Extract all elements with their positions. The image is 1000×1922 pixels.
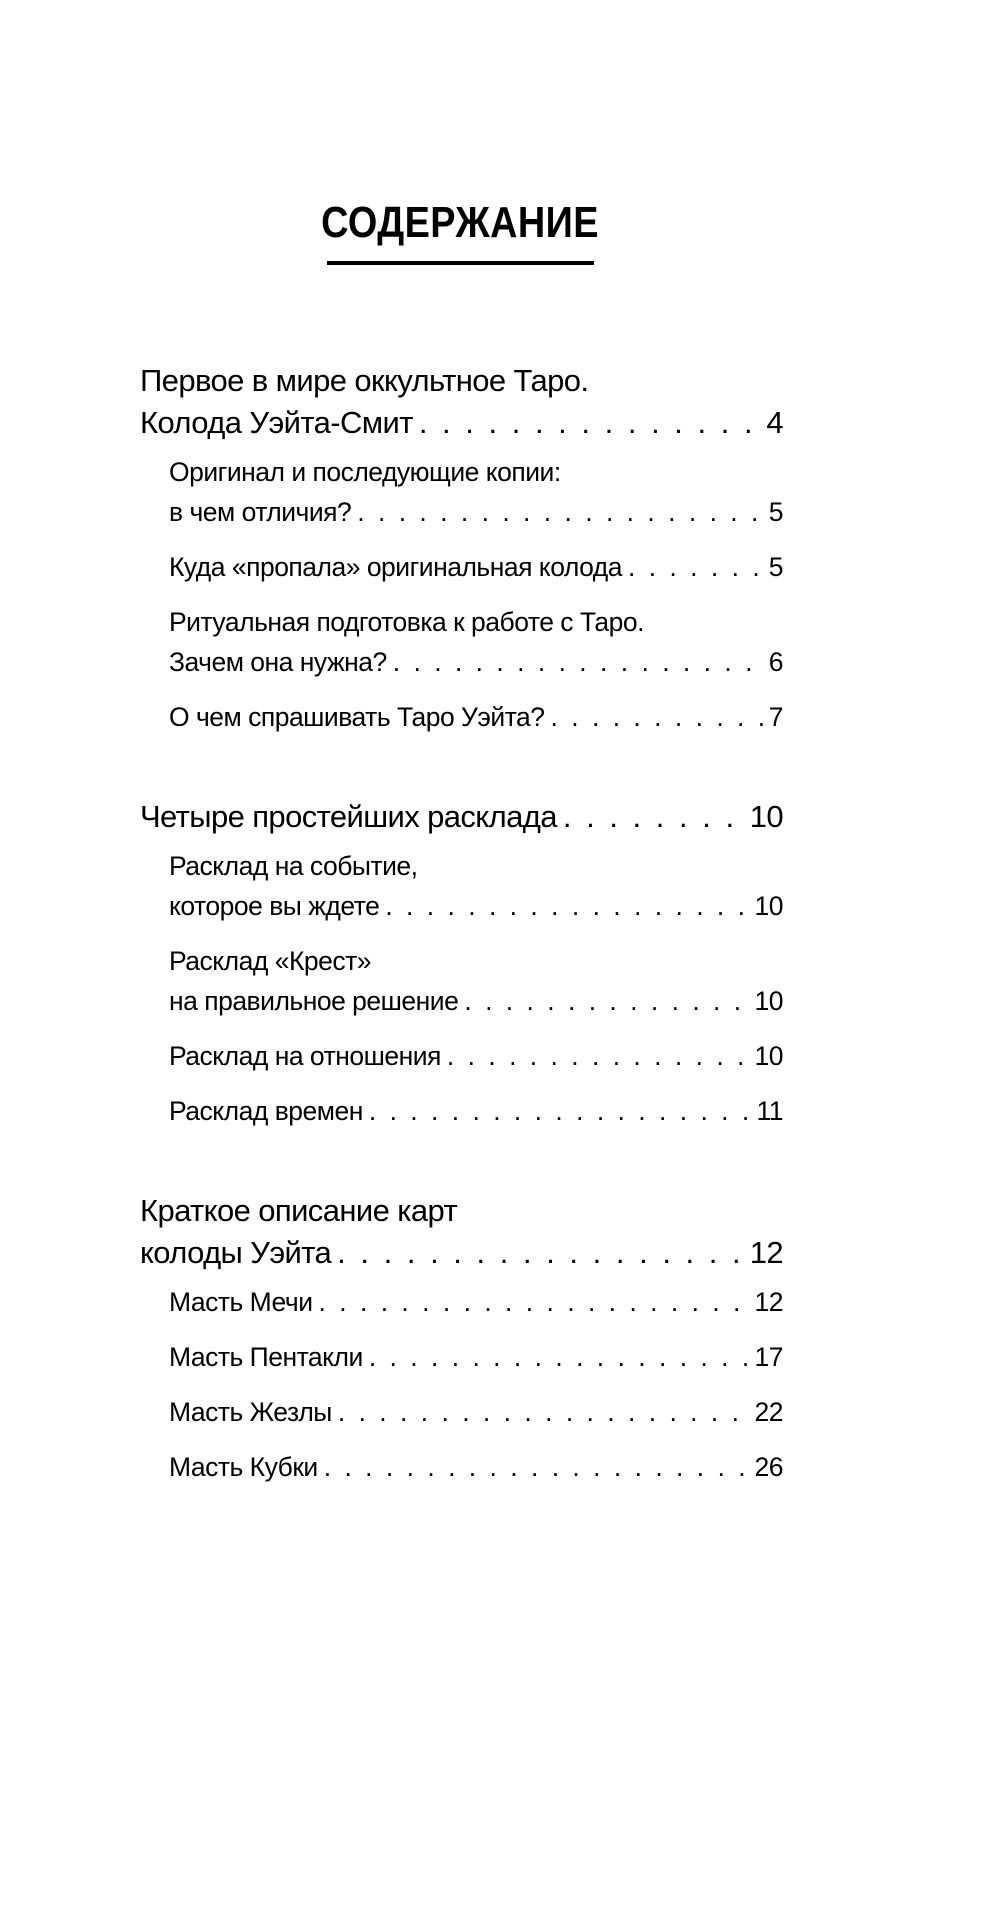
entry-first-line [169,941,783,981]
entry-text: Зачем она нужна? [169,647,387,677]
dot-leader [551,697,767,737]
table-of-contents [140,360,783,1546]
page-number: 4 [766,405,783,440]
entry-text: в чем отличия? [169,497,352,527]
page-number: 10 [749,799,783,834]
dot-leader [369,1337,753,1377]
entry-text: на правильное решение [169,986,459,1016]
heading-text: Колода Уэйта-Смит [140,405,413,440]
dot-leader [357,492,767,532]
entry-text: Масть Пентакли [169,1342,363,1372]
heading-last-line [140,402,783,444]
entry-text: Масть Кубки [169,1452,318,1482]
entry-text: Куда «пропала» оригинальная колода [169,552,622,582]
entry-text: Расклад на событие, [169,851,418,881]
page-number: 5 [768,552,783,582]
heading-text: Четыре простейших расклада [140,799,557,834]
entry-last-line [169,1447,783,1487]
entry-first-line [169,452,783,492]
dot-leader [464,981,752,1021]
entry-text: Оригинал и последующие копии: [169,457,561,487]
entry-last-line [169,886,783,926]
entry-last-line [169,492,783,532]
entry-text: Расклад времен [169,1096,363,1126]
dot-leader [447,1036,753,1076]
dot-leader [338,1392,753,1432]
page-title: СОДЕРЖАНИЕ [321,198,599,247]
page-number: 7 [768,702,783,732]
toc-entry[interactable] [140,602,783,697]
chapter-heading[interactable] [140,360,783,452]
toc-entry[interactable] [140,1447,783,1502]
heading-text: Первое в мире оккультное Таро. [140,363,589,398]
entry-text: Масть Жезлы [169,1397,332,1427]
toc-entry[interactable] [140,1392,783,1447]
entry-text: Расклад на отношения [169,1041,441,1071]
entry-text: которое вы ждете [169,891,380,921]
entry-first-line [169,602,783,642]
toc-entry[interactable] [140,547,783,602]
dot-leader [628,547,767,587]
chapter-1 [140,360,783,752]
title-underline [327,261,594,265]
heading-last-line [140,796,783,838]
entry-first-line [169,846,783,886]
heading-text: Краткое описание карт [140,1193,458,1228]
page-number: 17 [754,1342,783,1372]
heading-first-line [140,1190,783,1232]
page-number: 26 [754,1452,783,1482]
entry-last-line [169,1282,783,1322]
page-number: 6 [768,647,783,677]
toc-entry[interactable] [140,846,783,941]
entry-last-line [169,547,783,587]
entry-text: Расклад «Крест» [169,946,371,976]
dot-leader [324,1447,753,1487]
heading-first-line [140,360,783,402]
toc-entry[interactable] [140,1036,783,1091]
entry-text: Масть Мечи [169,1287,313,1317]
toc-entry[interactable] [140,452,783,547]
page-number: 12 [754,1287,783,1317]
dot-leader [393,642,767,682]
heading-last-line [140,1232,783,1274]
chapter-heading[interactable] [140,1190,783,1282]
page-number: 10 [754,1041,783,1071]
toc-entry[interactable] [140,1337,783,1392]
toc-entry[interactable] [140,1282,783,1337]
chapter-heading[interactable] [140,796,783,846]
dot-leader [419,402,765,444]
page-number: 10 [754,986,783,1016]
heading-text: колоды Уэйта [140,1235,332,1270]
chapter-2 [140,796,783,1146]
page-number: 12 [749,1235,783,1270]
entry-last-line [169,642,783,682]
entry-last-line [169,1091,783,1131]
dot-leader [369,1091,755,1131]
dot-leader [385,886,752,926]
page-number: 11 [756,1096,783,1126]
entry-last-line [169,1392,783,1432]
page-number: 22 [754,1397,783,1427]
toc-entry[interactable] [140,697,783,752]
page-number: 10 [754,891,783,921]
entry-text: О чем спрашивать Таро Уэйта? [169,702,545,732]
dot-leader [319,1282,753,1322]
toc-entry[interactable] [140,941,783,1036]
chapter-3 [140,1190,783,1502]
dot-leader [563,796,748,838]
entry-last-line [169,1036,783,1076]
entry-last-line [169,981,783,1021]
page-number: 5 [768,497,783,527]
entry-last-line [169,697,783,737]
entry-last-line [169,1337,783,1377]
dot-leader [337,1232,748,1274]
toc-entry[interactable] [140,1091,783,1146]
entry-text: Ритуальная подготовка к работе с Таро. [169,607,644,637]
